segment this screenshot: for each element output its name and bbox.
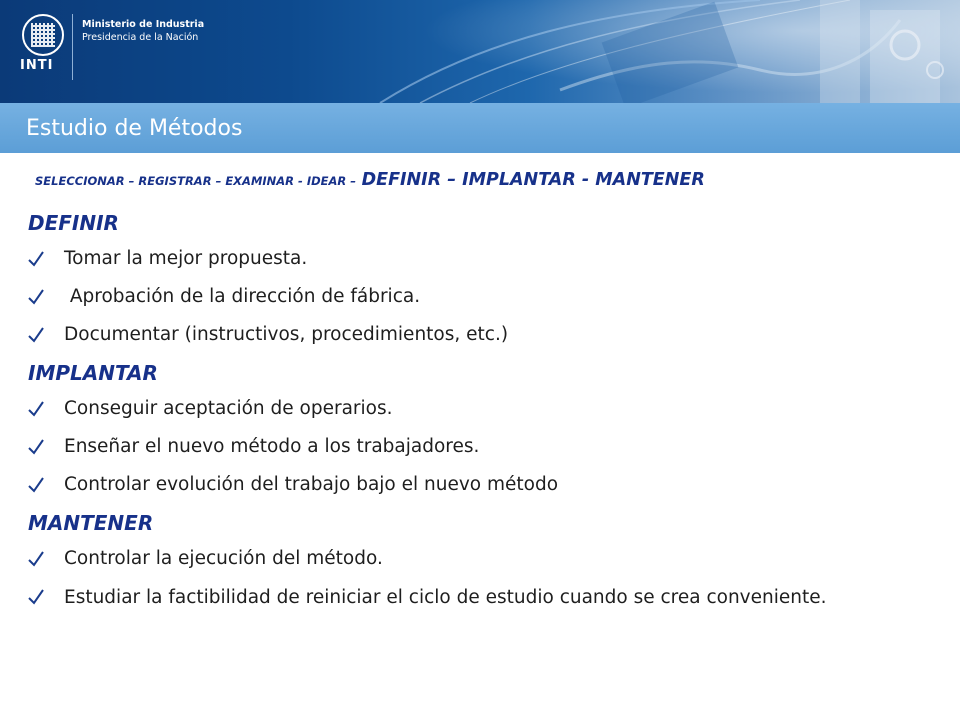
inti-logo-icon: [22, 14, 64, 56]
list-item-text: Documentar (instructivos, procedimientos, etc.): [64, 324, 509, 345]
list-item: [28, 282, 940, 312]
checkmark-icon: [28, 400, 44, 418]
ministry-line-1: Ministerio de Industria: [82, 19, 205, 30]
checkmark-icon: [28, 326, 44, 344]
list-item: [28, 244, 940, 274]
title-bar: [0, 103, 960, 153]
list-item-text: Tomar la mejor propuesta.: [64, 248, 308, 269]
slide-content: [28, 210, 940, 624]
checkmark-icon: [28, 288, 44, 306]
banner-background-art: [0, 0, 960, 103]
sequence-current-steps: DEFINIR – IMPLANTAR - MANTENER: [361, 170, 705, 190]
section-mantener: [28, 510, 940, 614]
list-item: [28, 432, 940, 462]
list-item-text: Conseguir aceptación de operarios.: [64, 398, 393, 419]
ministry-line-2: Presidencia de la Nación: [82, 32, 199, 43]
section-heading: DEFINIR: [28, 211, 119, 235]
checkmark-icon: [28, 588, 44, 606]
checkmark-icon: [28, 476, 44, 494]
process-sequence: [35, 170, 705, 190]
section-heading: MANTENER: [28, 511, 154, 535]
section-definir: [28, 210, 940, 350]
list-item-text: Enseñar el nuevo método a los trabajadores.: [64, 436, 480, 457]
list-item-text: Controlar evolución del trabajo bajo el nuevo método: [64, 474, 559, 495]
sequence-previous-steps: SELECCIONAR – REGISTRAR – EXAMINAR - IDEAR –: [35, 174, 357, 188]
section-implantar: [28, 360, 940, 500]
checkmark-icon: [28, 550, 44, 568]
page-title: Estudio de Métodos: [26, 116, 243, 141]
list-item-text: Estudiar la factibilidad de reiniciar el ciclo de estudio cuando se crea conveniente.: [64, 587, 827, 608]
checkmark-icon: [28, 438, 44, 456]
list-item: [28, 394, 940, 424]
list-item: [28, 470, 940, 500]
checkmark-icon: [28, 250, 44, 268]
list-item: [28, 544, 940, 574]
section-heading: IMPLANTAR: [28, 361, 158, 385]
ministry-label: [82, 18, 204, 44]
list-item-text: Controlar la ejecución del método.: [64, 548, 383, 569]
logo-text: INTI: [20, 58, 54, 73]
list-item: [28, 582, 940, 614]
header-divider: [72, 14, 73, 80]
header-banner: [0, 0, 960, 103]
list-item-text: Aprobación de la dirección de fábrica.: [64, 286, 421, 307]
list-item: [28, 320, 940, 350]
